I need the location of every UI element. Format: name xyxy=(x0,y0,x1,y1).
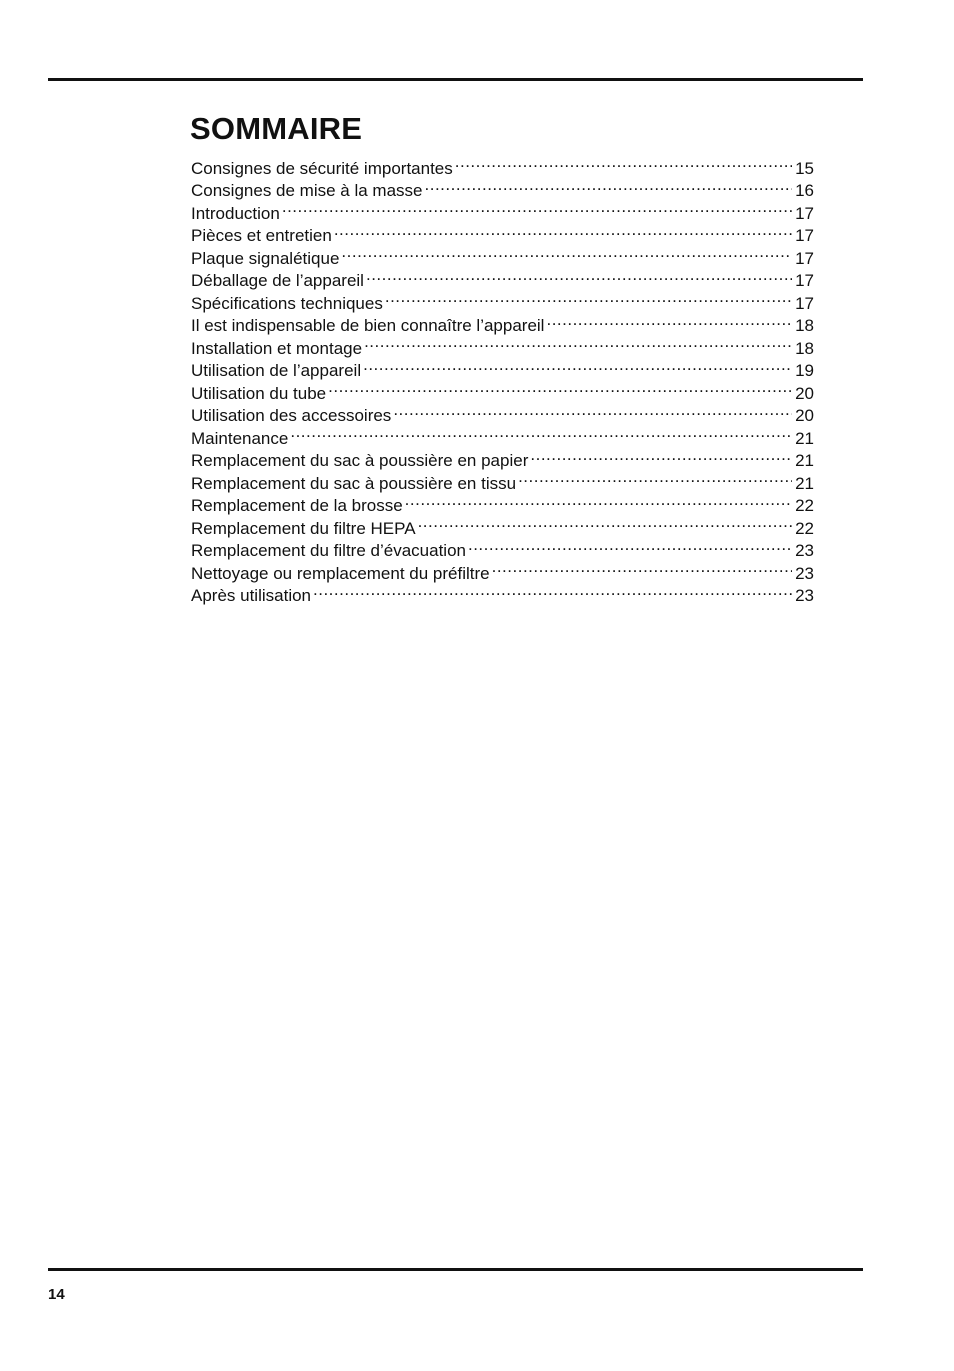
toc-entry-label: Il est indispensable de bien connaître l’appareil xyxy=(191,316,545,335)
toc-entry-label: Remplacement du filtre HEPA xyxy=(191,518,416,538)
toc-entry-page: 15 xyxy=(795,158,814,178)
page-title: SOMMAIRE xyxy=(190,111,363,146)
toc-leader-dots xyxy=(518,466,792,489)
toc-leader-dots xyxy=(364,331,792,354)
toc-entry-page: 23 xyxy=(795,563,814,583)
toc-leader-dots xyxy=(363,354,792,377)
toc-leader-dots xyxy=(313,579,792,602)
toc-entry-page: 17 xyxy=(795,203,814,223)
toc-entry-page: 17 xyxy=(795,226,814,245)
toc-entry-label: Après utilisation xyxy=(191,586,312,605)
toc-entry-page: 20 xyxy=(795,406,814,425)
toc-leader-dots xyxy=(455,151,792,174)
toc-entry xyxy=(191,151,814,178)
toc-leader-dots xyxy=(418,511,792,534)
bottom-rule xyxy=(48,1268,863,1271)
toc-entry-page: 17 xyxy=(795,293,814,313)
toc-entry-label: Spécifications techniques xyxy=(191,293,383,313)
toc-entry-label: Remplacement du sac à poussière en papier xyxy=(191,451,529,470)
toc-entry-label: Utilisation du tube xyxy=(191,383,327,403)
toc-leader-dots xyxy=(546,309,792,332)
toc-leader-dots xyxy=(366,264,792,287)
toc-leader-dots xyxy=(282,196,792,219)
toc-entry-label: Plaque signalétique xyxy=(191,248,340,268)
toc-entry-page: 21 xyxy=(795,428,814,448)
toc-entry-label: Nettoyage ou remplacement du préfiltre xyxy=(191,563,490,583)
toc-leader-dots xyxy=(334,219,792,242)
top-rule xyxy=(48,78,863,81)
table-of-contents xyxy=(191,151,814,605)
toc-entry-page: 22 xyxy=(795,496,814,515)
toc-entry-label: Remplacement de la brosse xyxy=(191,496,403,515)
toc-leader-dots xyxy=(492,556,792,579)
toc-entry-label: Remplacement du filtre d’évacuation xyxy=(191,541,466,560)
toc-entry-page: 18 xyxy=(795,338,814,358)
toc-leader-dots xyxy=(405,489,792,512)
toc-entry-label: Déballage de l’appareil xyxy=(191,271,364,290)
toc-entry-page: 17 xyxy=(795,248,814,268)
toc-entry-label: Utilisation de l’appareil xyxy=(191,361,362,380)
toc-entry-page: 21 xyxy=(795,473,814,493)
toc-leader-dots xyxy=(328,376,792,399)
toc-entry-label: Introduction xyxy=(191,203,280,223)
toc-entry-page: 22 xyxy=(795,518,814,538)
toc-entry-label: Utilisation des accessoires xyxy=(191,406,392,425)
toc-leader-dots xyxy=(425,174,792,197)
toc-entry-label: Pièces et entretien xyxy=(191,226,332,245)
toc-entry-label: Remplacement du sac à poussière en tissu xyxy=(191,473,517,493)
toc-entry-page: 16 xyxy=(795,181,814,200)
toc-entry-page: 23 xyxy=(795,586,814,605)
toc-leader-dots xyxy=(341,241,792,264)
toc-entry-page: 18 xyxy=(795,316,814,335)
toc-entry-page: 17 xyxy=(795,271,814,290)
toc-leader-dots xyxy=(468,534,792,557)
toc-entry-label: Consignes de mise à la masse xyxy=(191,181,423,200)
toc-entry-page: 21 xyxy=(795,451,814,470)
toc-leader-dots xyxy=(530,444,792,467)
toc-leader-dots xyxy=(385,286,792,309)
toc-entry-label: Installation et montage xyxy=(191,338,363,358)
toc-entry xyxy=(191,196,814,223)
page-number: 14 xyxy=(48,1286,65,1303)
toc-entry-label: Maintenance xyxy=(191,428,289,448)
toc-entry xyxy=(191,219,814,245)
toc-leader-dots xyxy=(393,399,792,422)
toc-entry-label: Consignes de sécurité importantes xyxy=(191,158,453,178)
toc-entry-page: 20 xyxy=(795,383,814,403)
toc-leader-dots xyxy=(290,421,792,444)
toc-entry-page: 19 xyxy=(795,361,814,380)
toc-entry-page: 23 xyxy=(795,541,814,560)
